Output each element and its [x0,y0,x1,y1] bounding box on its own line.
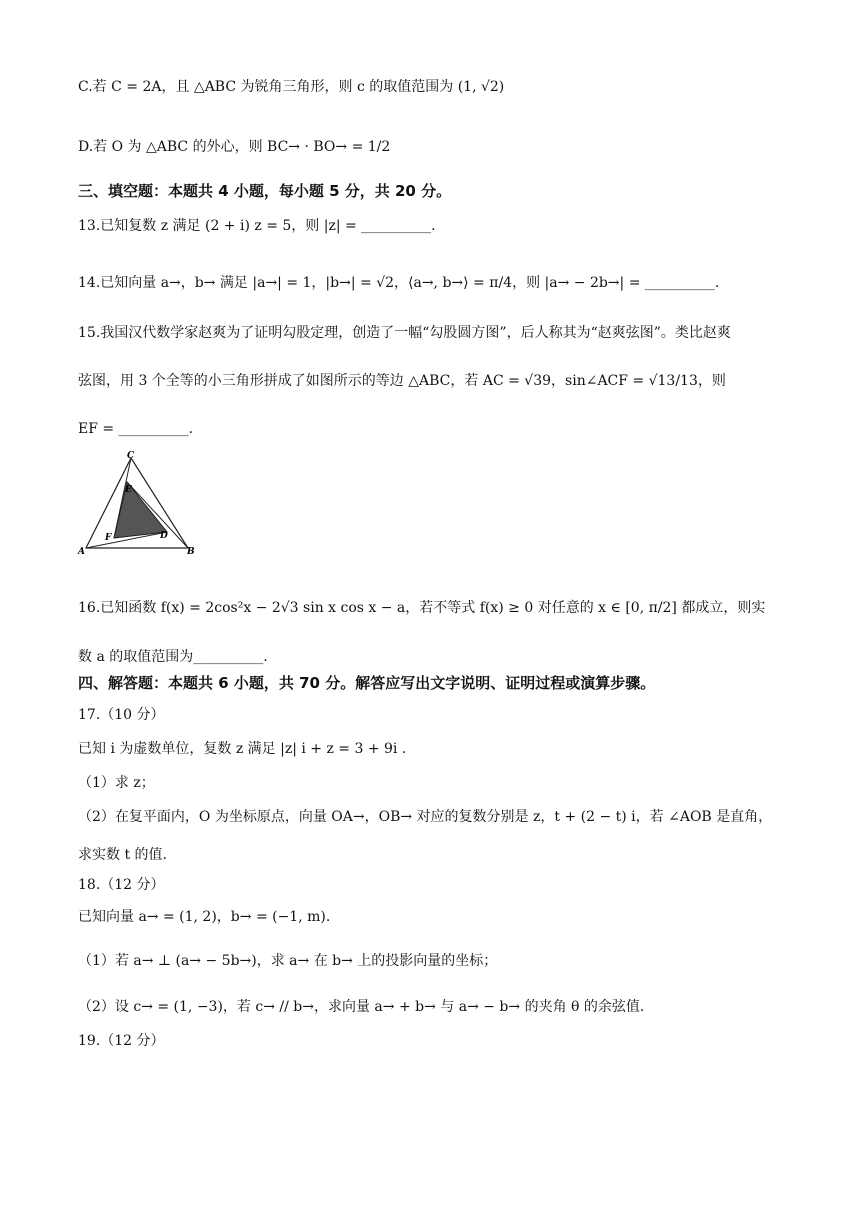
label-d: D [160,531,168,541]
question-16-line-1: 16.已知函数 f(x) = 2cos²x − 2√3 sin x cos x − a，若不等式 f(x) ≥ 0 对任意的 x ∈ [0, π/2] 都成立，则实 [78,600,766,616]
question-17-stem: 已知 i 为虚数单位，复数 z 满足 |z| i + z = 3 + 9i . [78,741,407,757]
question-15-line-3: EF = __________. [78,421,194,437]
question-15-line-1: 15.我国汉代数学家赵爽为了证明勾股定理，创造了一幅“勾股圆方图”，后人称其为“赵爽弦图”。类比赵爽 [78,325,731,341]
label-e: E [125,485,132,495]
label-b: B [187,547,195,557]
question-17-part-2-cont: 求实数 t 的值. [78,847,167,863]
question-18-part-2: （2）设 c→ = (1, −3)，若 c→ // b→，求向量 a→ + b→ 与 a→ − b→ 的夹角 θ 的余弦值. [78,999,645,1015]
question-17-part-2: （2）在复平面内，O 为坐标原点，向量 OA→，OB→ 对应的复数分别是 z，t + (2 − t) i，若 ∠AOB 是直角， [78,809,773,825]
question-15-line-2: 弦图，用 3 个全等的小三角形拼成了如图所示的等边 △ABC，若 AC = √39，sin∠ACF = √13/13，则 [78,373,726,389]
question-13: 13.已知复数 z 满足 (2 + i) z = 5，则 |z| = __________. [78,218,436,234]
section-fill-in-title: 三、填空题：本题共 4 小题，每小题 5 分，共 20 分。 [78,182,452,200]
label-f: F [105,533,112,543]
option-d: D.若 O 为 △ABC 的外心，则 BC→ · BO→ = 1/2 [78,139,391,155]
label-c: C [127,451,135,461]
question-19-header: 19.（12 分） [78,1033,165,1049]
question-18-header: 18.（12 分） [78,877,165,893]
section-answer-title: 四、解答题：本题共 6 小题，共 70 分。解答应写出文字说明、证明过程或演算步骤。 [78,674,656,692]
inner-triangle-def [114,482,167,538]
question-14: 14.已知向量 a→，b→ 满足 |a→| = 1，|b→| = √2，⟨a→, b→⟩ = π/4，则 |a→ − 2b→| = __________. [78,275,720,291]
label-a: A [78,547,85,557]
question-17-part-1: （1）求 z； [78,775,155,791]
zhao-shuang-triangle-figure [74,450,204,560]
option-c: C.若 C = 2A，且 △ABC 为锐角三角形，则 c 的取值范围为 (1, √2) [78,79,505,95]
question-17-header: 17.（10 分） [78,707,165,723]
question-18-stem: 已知向量 a→ = (1, 2)，b→ = (−1, m). [78,909,331,925]
question-18-part-1: （1）若 a→ ⊥ (a→ − 5b→)，求 a→ 在 b→ 上的投影向量的坐标； [78,953,498,969]
question-16-line-2: 数 a 的取值范围为__________. [78,649,268,665]
